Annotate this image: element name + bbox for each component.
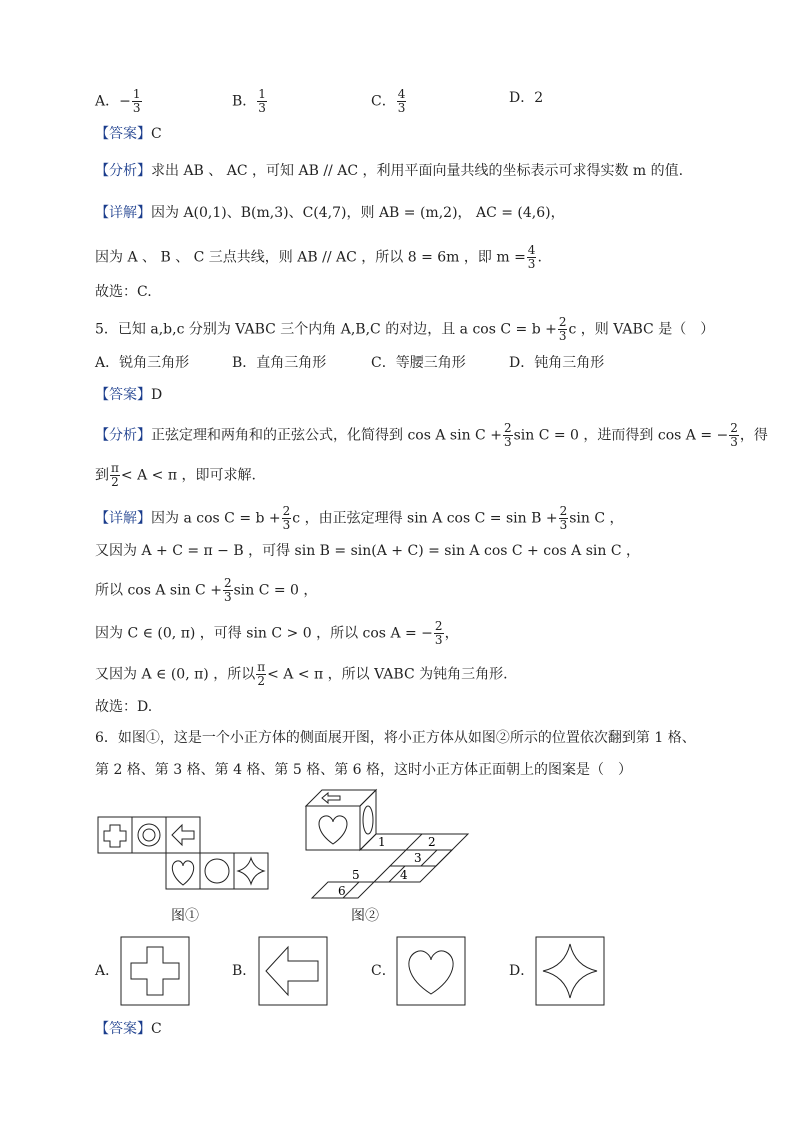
q5-option-a: A．锐角三角形 — [95, 355, 190, 371]
figure1-caption: 图① — [171, 908, 199, 924]
circle-icon — [205, 859, 229, 883]
double-circle-icon — [138, 824, 160, 846]
q5-detail-line5: 又因为 A ∈ (0, π) ，所以 $\frac{\pi}{2}$ < A < π ，所以 VABC 为钝角三角形. — [95, 660, 508, 688]
q6-option-b-label: B． — [232, 963, 257, 979]
q5-detail-line2: 又因为 A + C = π − B ，可得 sin B = sin(A + C) = sin A cos C + cos A sin C ， — [95, 543, 640, 559]
q4-option-d: D．2 — [509, 90, 544, 106]
q6-option-d-image — [535, 936, 605, 1006]
q5-analysis-line2: 到 $\frac{\pi}{2}$ < A < π ，即可求解. — [95, 461, 256, 489]
q5-answer: 【答案】D — [95, 387, 163, 403]
q5-detail-line3: 所以 cos A sin C + $\frac{2}{3}$ sin C = 0 ， — [95, 576, 318, 604]
heart-icon — [319, 816, 347, 844]
q6-option-d-label: D． — [509, 963, 535, 979]
q5-option-c: C．等腰三角形 — [371, 355, 466, 371]
svg-text:5: 5 — [352, 868, 360, 882]
svg-text:1: 1 — [378, 835, 386, 849]
q6-option-b-image — [258, 936, 328, 1006]
cross-icon — [104, 825, 126, 847]
cross-icon — [131, 947, 179, 995]
heart-icon — [172, 861, 193, 885]
q4-option-c: C． $\frac{4}{3}$ — [371, 87, 406, 115]
star-icon — [543, 944, 597, 998]
svg-text:3: 3 — [414, 851, 422, 865]
q5-detail-line1: 【详解】因为 a cos C = b + $\frac{2}{3}$ c ，由正弦定理得 sin A cos C = sin B + $\frac{2}{3}$ sin C ， — [95, 504, 624, 532]
q6-answer: 【答案】C — [95, 1021, 162, 1037]
star-icon — [238, 858, 264, 884]
arrow-left-icon — [322, 793, 340, 803]
q4-analysis: 【分析】求出 AB 、 AC ，可知 AB // AC ，利用平面向量共线的坐标表示可求得实数 m 的值. — [95, 163, 684, 179]
q5-option-d: D．钝角三角形 — [509, 355, 605, 371]
q4-option-a: A．− $\frac{1}{3}$ — [95, 87, 141, 115]
q5-choose: 故选：D. — [95, 699, 153, 715]
q6-stem-line2: 第 2 格、第 3 格、第 4 格、第 5 格、第 6 格，这时小正方体正面朝上的图案是（ ） — [95, 762, 633, 778]
q5-detail-line4: 因为 C ∈ (0, π) ，可得 sin C > 0 ，所以 cos A = − $\frac{2}{3}$ ， — [95, 619, 459, 647]
double-circle-icon — [363, 806, 373, 834]
q6-option-a-image — [120, 936, 190, 1006]
cube-grid-figure — [300, 784, 475, 906]
svg-text:2: 2 — [428, 835, 436, 849]
q5-stem: 5．已知 a,b,c 分别为 VABC 三个内角 A,B,C 的对边，且 a cos C = b + $\frac{2}{3}$ c ，则 VABC 是（ ） — [95, 315, 715, 343]
q4-detail-line2: 因为 A 、 B 、 C 三点共线，则 AB // AC ，所以 8 = 6m ，即 m = $\frac{4}{3}$ . — [95, 243, 542, 271]
cube-net-figure — [96, 815, 276, 890]
q4-answer: 【答案】C — [95, 126, 162, 142]
svg-text:6: 6 — [338, 884, 346, 898]
q5-option-b: B．直角三角形 — [232, 355, 327, 371]
q6-option-c-label: C． — [371, 963, 396, 979]
q6-stem-line1: 6．如图①，这是一个小正方体的侧面展开图，将小正方体从如图②所示的位置依次翻到第 1 格、 — [95, 730, 696, 746]
arrow-left-icon — [172, 825, 194, 845]
q6-option-a-label: A． — [95, 963, 120, 979]
q5-analysis-line1: 【分析】正弦定理和两角和的正弦公式，化简得到 cos A sin C + $\frac{2}{3}$ sin C = 0 ，进而得到 cos A = − $\frac{2}{3}$ ，得 — [95, 421, 768, 449]
svg-text:4: 4 — [400, 868, 408, 882]
q4-detail-line1: 【详解】因为 A(0,1)、B(m,3)、C(4,7)，则 AB = (m,2)， AC = (4,6)， — [95, 205, 565, 221]
heart-icon — [409, 951, 453, 994]
q4-option-b: B． $\frac{1}{3}$ — [232, 87, 266, 115]
figure2-caption: 图② — [351, 908, 379, 924]
q4-choose: 故选：C. — [95, 284, 152, 300]
q6-option-c-image — [396, 936, 466, 1006]
arrow-left-icon — [266, 947, 318, 995]
